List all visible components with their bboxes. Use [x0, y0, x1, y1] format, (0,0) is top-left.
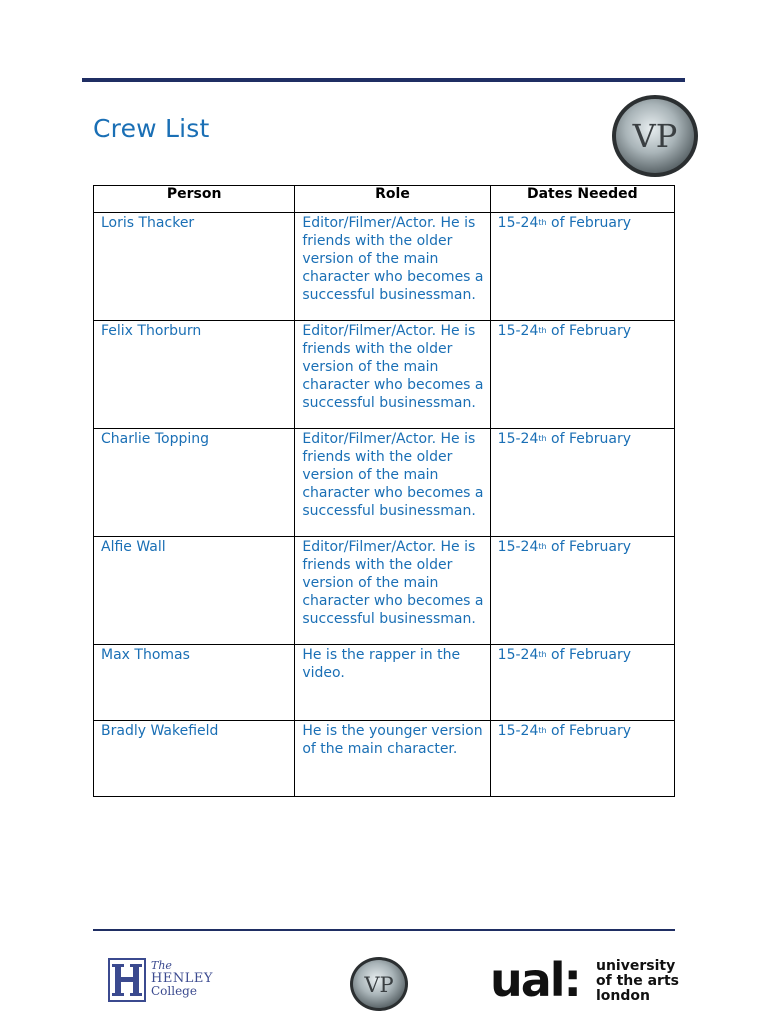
header-person: Person — [94, 186, 295, 213]
henley-the: The — [151, 959, 172, 972]
ual-line-2: of the arts — [596, 973, 679, 989]
dates-cell: 15-24th of February — [490, 645, 674, 721]
table-row — [94, 645, 675, 721]
table-row — [94, 429, 675, 537]
dates-cell: 15-24th of February — [490, 721, 674, 797]
ual-mark: ual: — [490, 953, 580, 1007]
table-header-row — [94, 186, 675, 213]
role-cell: He is the rapper in the video. — [295, 645, 490, 721]
role-cell: Editor/Filmer/Actor. He is friends with the older version of the main character who becomes a successful businessman. — [295, 321, 490, 429]
person-cell: Max Thomas — [94, 645, 295, 721]
dates-cell: 15-24th of February — [490, 213, 674, 321]
table-row — [94, 537, 675, 645]
role-cell: Editor/Filmer/Actor. He is friends with the older version of the main character who becomes a successful businessman. — [295, 537, 490, 645]
dates-cell: 15-24th of February — [490, 537, 674, 645]
header-dates: Dates Needed — [490, 186, 674, 213]
person-cell: Bradly Wakefield — [94, 721, 295, 797]
vp-logo-footer-text: VP — [364, 973, 394, 997]
role-cell: He is the younger version of the main character. — [295, 721, 490, 797]
dates-cell: 15-24th of February — [490, 321, 674, 429]
dates-cell: 15-24th of February — [490, 429, 674, 537]
ual-line-1: university — [596, 958, 676, 974]
table-row — [94, 213, 675, 321]
vp-logo-footer — [349, 956, 409, 1012]
henley-college-logo — [108, 958, 218, 1004]
person-cell: Felix Thorburn — [94, 321, 295, 429]
vp-logo-text: VP — [632, 117, 678, 155]
table-row — [94, 321, 675, 429]
bottom-rule — [93, 929, 675, 931]
page-title: Crew List — [93, 114, 210, 143]
person-cell: Charlie Topping — [94, 429, 295, 537]
henley-name: HENLEY — [151, 971, 213, 986]
top-rule — [82, 78, 685, 82]
header-role: Role — [295, 186, 490, 213]
crew-table — [93, 185, 675, 797]
henley-crest-icon — [108, 958, 146, 1002]
ual-line-3: london — [596, 988, 650, 1004]
vp-logo — [611, 94, 699, 178]
person-cell: Loris Thacker — [94, 213, 295, 321]
role-cell: Editor/Filmer/Actor. He is friends with the older version of the main character who becomes a successful businessman. — [295, 429, 490, 537]
henley-college: College — [151, 984, 197, 998]
table-row — [94, 721, 675, 797]
person-cell: Alfie Wall — [94, 537, 295, 645]
role-cell: Editor/Filmer/Actor. He is friends with the older version of the main character who becomes a successful businessman. — [295, 213, 490, 321]
ual-logo — [490, 953, 680, 1007]
